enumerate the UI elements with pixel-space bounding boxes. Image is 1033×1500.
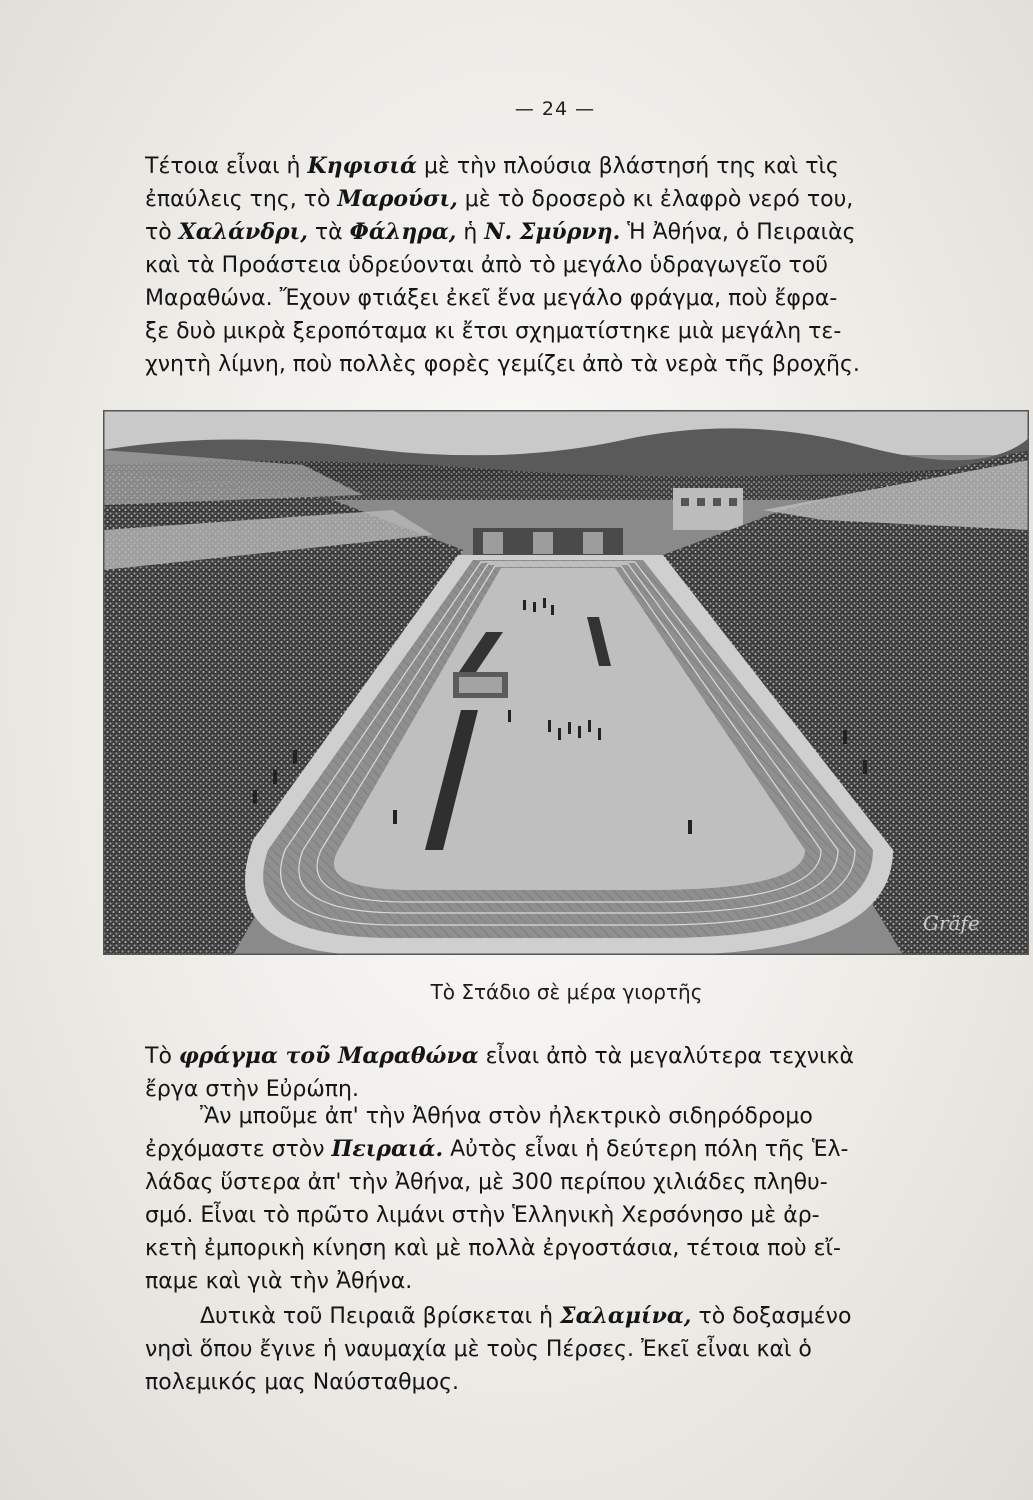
paragraph-piraeus bbox=[145, 1100, 1005, 1298]
text-line bbox=[145, 1040, 1005, 1073]
text-run: σμό. Εἶναι τὸ πρῶτο λιμάνι στὴν Ἑλληνικὴ Χερσόνησο μὲ ἀρ- bbox=[145, 1203, 820, 1228]
text-line bbox=[145, 1133, 1005, 1166]
page-number: — 24 — bbox=[514, 98, 596, 120]
text-run: χνητὴ λίμνη, ποὺ πολλὲς φορὲς γεμίζει ἀπὸ τὰ νερὰ τῆς βροχῆς. bbox=[145, 352, 860, 377]
text-run: Μαραθώνα. Ἔχουν φτιάξει ἐκεῖ ἕνα μεγάλο φράγμα, ποὺ ἔφρα- bbox=[145, 286, 838, 311]
text-line bbox=[145, 282, 1005, 315]
text-line bbox=[145, 1300, 1005, 1333]
stadium-photo bbox=[103, 410, 1029, 955]
text-run: λάδας ὕστερα ἀπ' τὴν Ἀθήνα, μὲ 300 περίπου χιλιάδες πληθυ- bbox=[145, 1170, 828, 1195]
text-line bbox=[145, 183, 1005, 216]
photo-caption: Τὸ Στάδιο σὲ μέρα γιορτῆς bbox=[430, 980, 703, 1004]
text-run: τὰ bbox=[307, 220, 350, 245]
text-line bbox=[145, 1166, 1005, 1199]
text-run: Ἂν μποῦμε ἀπ' τὴν Ἀθήνα στὸν ἠλεκτρικὸ σιδηρόδρομο bbox=[200, 1104, 813, 1129]
text-run: Αὐτὸς εἶναι ἡ δεύτερη πόλη τῆς Ἑλ- bbox=[443, 1137, 849, 1162]
emphasized-place-name: Μαρούσι, bbox=[337, 186, 458, 212]
text-line bbox=[145, 216, 1005, 249]
emphasized-place-name: Ν. Σμύρνη. bbox=[484, 219, 621, 245]
text-run: ἡ bbox=[456, 220, 485, 245]
paragraph-marathon-dam bbox=[145, 1040, 1005, 1106]
text-run: Τέτοια εἶναι ἡ bbox=[145, 154, 308, 179]
text-run: ἔργα στὴν Εὐρώπη. bbox=[145, 1077, 359, 1102]
text-line bbox=[145, 1199, 1005, 1232]
text-run: παμε καὶ γιὰ τὴν Ἀθήνα. bbox=[145, 1269, 413, 1294]
text-line bbox=[145, 348, 1005, 381]
emphasized-place-name: Σαλαμίνα, bbox=[560, 1303, 692, 1329]
text-run: μὲ τὸ δροσερὸ κι ἐλαφρὸ νερό του, bbox=[457, 187, 854, 212]
emphasized-place-name: φράγμα τοῦ Μαραθώνα bbox=[178, 1043, 479, 1069]
text-run: τὸ δοξασμένο bbox=[691, 1304, 852, 1329]
text-line bbox=[145, 1100, 1005, 1133]
text-run: Δυτικὰ τοῦ Πειραιᾶ βρίσκεται ἡ bbox=[200, 1304, 561, 1329]
emphasized-place-name: Χαλάνδρι, bbox=[178, 219, 308, 245]
text-run: ξε δυὸ μικρὰ ξεροπόταμα κι ἔτσι σχηματίστηκε μιὰ μεγάλη τε- bbox=[145, 319, 842, 344]
text-run: τὸ bbox=[145, 220, 179, 245]
text-run: ἐπαύλεις της, τὸ bbox=[145, 187, 338, 212]
photo-signature: Gräfe bbox=[923, 911, 980, 935]
text-run: μὲ τὴν πλούσια βλάστησή της καὶ τὶς bbox=[416, 154, 839, 179]
text-line bbox=[145, 1265, 1005, 1298]
text-line bbox=[145, 315, 1005, 348]
text-run: Ἡ Ἀθήνα, ὁ Πειραιὰς bbox=[620, 220, 856, 245]
emphasized-place-name: Φάληρα, bbox=[349, 219, 457, 245]
emphasized-place-name: Πειραιά. bbox=[331, 1136, 444, 1162]
text-line bbox=[145, 1232, 1005, 1265]
text-run: Τὸ bbox=[145, 1044, 179, 1069]
emphasized-place-name: Κηφισιά bbox=[307, 153, 417, 179]
text-run: ἐρχόμαστε στὸν bbox=[145, 1137, 332, 1162]
text-run: εἶναι ἀπὸ τὰ μεγαλύτερα τεχνικὰ bbox=[478, 1044, 854, 1069]
text-run: καὶ τὰ Προάστεια ὑδρεύονται ἀπὸ τὸ μεγάλο ὑδραγωγεῖο τοῦ bbox=[145, 253, 828, 278]
paragraph-kifisia bbox=[145, 150, 1005, 381]
text-line bbox=[145, 1366, 1005, 1399]
paragraph-salamina bbox=[145, 1300, 1005, 1399]
text-line bbox=[145, 150, 1005, 183]
text-run: πολεμικός μας Ναύσταθμος. bbox=[145, 1370, 459, 1395]
text-run: κετὴ ἐμπορικὴ κίνηση καὶ μὲ πολλὰ ἐργοστάσια, τέτοια ποὺ εἴ- bbox=[145, 1236, 841, 1261]
text-line bbox=[145, 249, 1005, 282]
text-run: νησὶ ὅπου ἔγινε ἡ ναυμαχία μὲ τοὺς Πέρσες. Ἐκεῖ εἶναι καὶ ὁ bbox=[145, 1337, 812, 1362]
text-line bbox=[145, 1333, 1005, 1366]
